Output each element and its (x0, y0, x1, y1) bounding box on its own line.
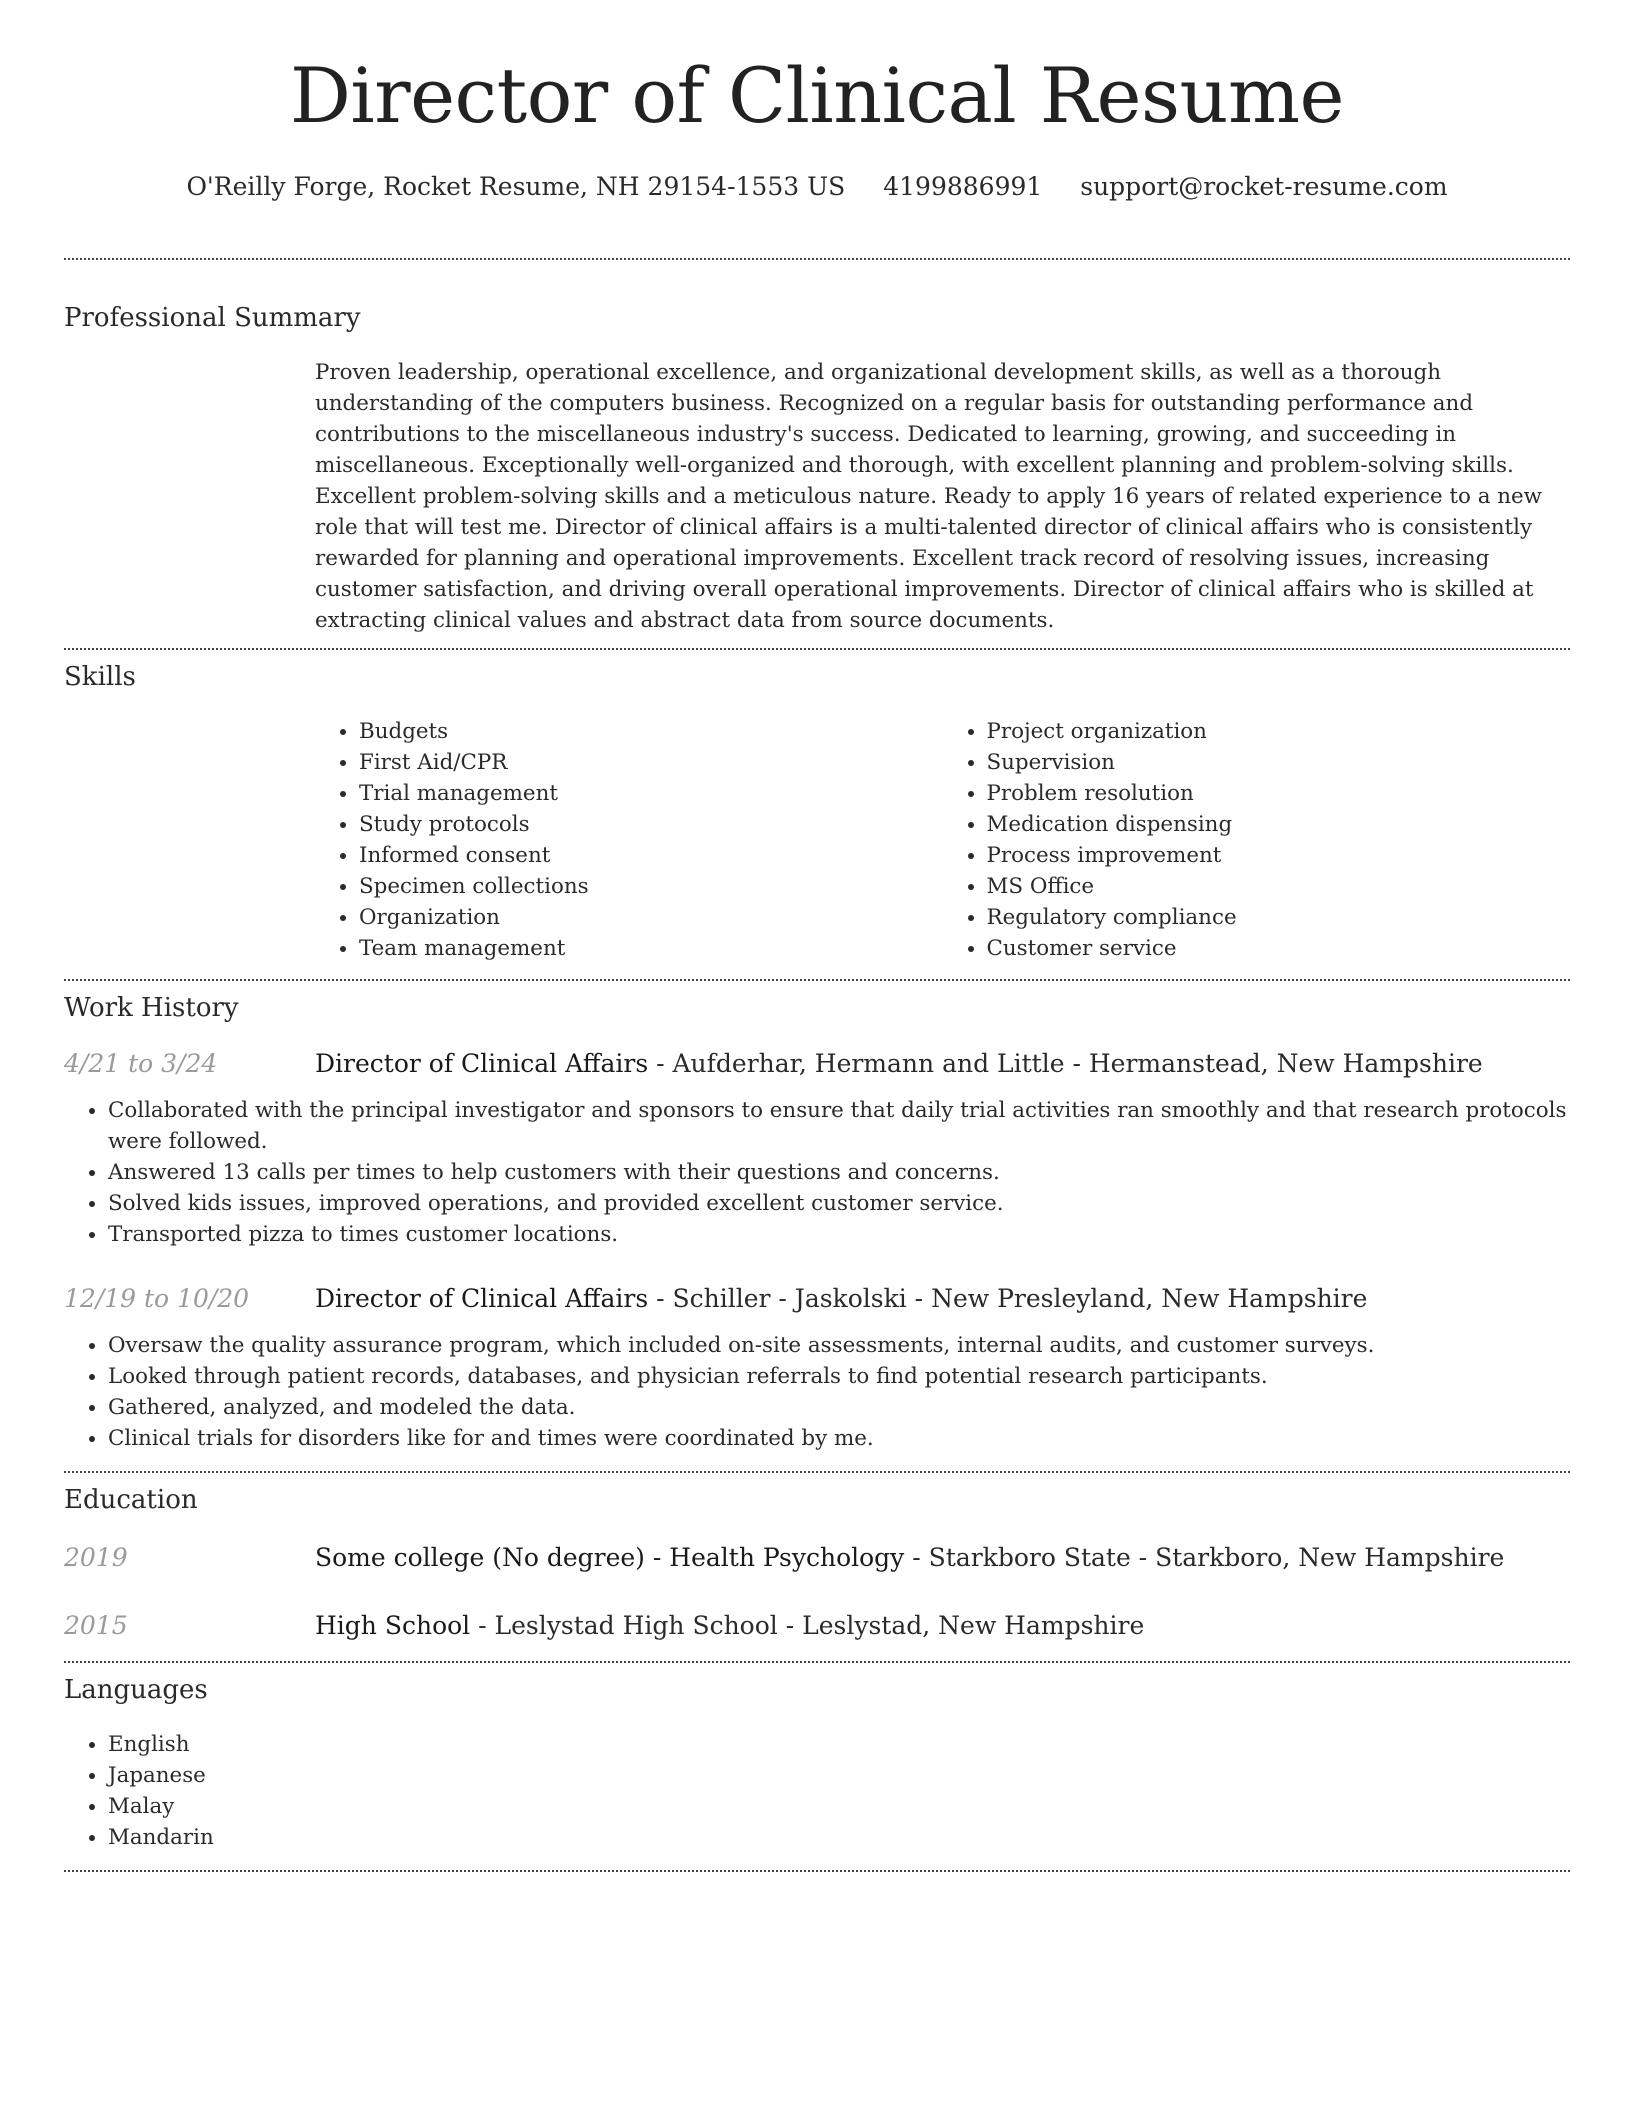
job-company: Schiller - Jaskolski (672, 1284, 907, 1313)
section-heading-education: Education (64, 1485, 198, 1515)
education-school: Starkboro State - Starkboro, New Hampshire (928, 1543, 1505, 1572)
job-bullet: • Gathered, analyzed, and modeled the data. (108, 1392, 1570, 1423)
divider (64, 1661, 1570, 1663)
job-bullet: • Looked through patient records, databases, and physician referrals to find potential research participants. (108, 1361, 1570, 1392)
language-item: • Mandarin (108, 1822, 1570, 1853)
skills-grid (315, 716, 1570, 964)
job-entry (64, 1283, 1570, 1454)
divider (64, 258, 1570, 260)
education-entry (64, 1542, 1570, 1574)
job-header (64, 1283, 1570, 1315)
job-company: Aufderhar, Hermann and Little (672, 1049, 1065, 1078)
job-title-line: Director of Clinical Affairs - Schiller - Jaskolski - New Presleyland, New Hampshire (315, 1284, 1368, 1313)
education-year: 2019 (64, 1543, 128, 1572)
job-bullet: • Oversaw the quality assurance program, which included on-site assessments, internal audits, and customer surveys. (108, 1330, 1570, 1361)
job-bullet: • Collaborated with the principal investigator and sponsors to ensure that daily trial activities ran smoothly and that research protocols were followed. (108, 1095, 1570, 1157)
divider (64, 648, 1570, 650)
resume-title: Director of Clinical Resume (290, 51, 1344, 140)
job-location: New Presleyland, New Hampshire (931, 1284, 1368, 1313)
language-item: • Malay (108, 1791, 1570, 1822)
skill-item: • Customer service (987, 933, 1571, 964)
job-dates: 12/19 to 10/20 (64, 1284, 250, 1313)
job-header (64, 1048, 1570, 1080)
language-item: • English (108, 1729, 1570, 1760)
contact-address: O'Reilly Forge, Rocket Resume, NH 29154-1553 US (186, 172, 846, 201)
summary-body (315, 357, 1570, 636)
skill-item: • Budgets (359, 716, 943, 747)
job-bullet: • Solved kids issues, improved operations, and provided excellent customer service. (108, 1188, 1570, 1219)
education-line: High School - Leslystad High School - Leslystad, New Hampshire (315, 1611, 1145, 1640)
skills-list-left (315, 716, 943, 964)
section-heading-skills: Skills (64, 662, 136, 692)
job-bullet: • Clinical trials for disorders like for and times were coordinated by me. (108, 1423, 1570, 1454)
skill-item: • Problem resolution (987, 778, 1571, 809)
skill-item: • Organization (359, 902, 943, 933)
resume-page (64, 0, 1570, 1872)
languages-list (64, 1729, 1570, 1853)
job-title: Director of Clinical Affairs (315, 1049, 649, 1078)
contact-email: support@rocket-resume.com (1080, 172, 1448, 201)
skill-item: • Team management (359, 933, 943, 964)
education-degree: High School (315, 1611, 471, 1640)
job-bullets (64, 1330, 1570, 1454)
skill-item: • Informed consent (359, 840, 943, 871)
job-bullet: • Answered 13 calls per times to help customers with their questions and concerns. (108, 1157, 1570, 1188)
skill-item: • Trial management (359, 778, 943, 809)
skill-item: • Medication dispensing (987, 809, 1571, 840)
job-dates: 4/21 to 3/24 (64, 1049, 218, 1078)
skill-item: • Study protocols (359, 809, 943, 840)
skill-item: • Supervision (987, 747, 1571, 778)
job-entry (64, 1048, 1570, 1250)
skill-item: • Regulatory compliance (987, 902, 1571, 933)
language-item: • Japanese (108, 1760, 1570, 1791)
job-title-line: Director of Clinical Affairs - Aufderhar, Hermann and Little - Hermanstead, New Hampshire (315, 1049, 1483, 1078)
contact-line (64, 172, 1570, 202)
skills-list-right (943, 716, 1571, 964)
skill-item: • First Aid/CPR (359, 747, 943, 778)
job-bullet: • Transported pizza to times customer locations. (108, 1219, 1570, 1250)
skill-item: • Project organization (987, 716, 1571, 747)
job-title: Director of Clinical Affairs (315, 1284, 649, 1313)
education-school: Leslystad High School - Leslystad, New Hampshire (494, 1611, 1145, 1640)
skill-item: • Process improvement (987, 840, 1571, 871)
contact-phone: 4199886991 (883, 172, 1043, 201)
education-year: 2015 (64, 1611, 128, 1640)
job-bullets (64, 1095, 1570, 1250)
divider (64, 1471, 1570, 1473)
skill-item: • MS Office (987, 871, 1571, 902)
section-heading-summary: Professional Summary (64, 303, 361, 333)
education-entry (64, 1610, 1570, 1642)
job-location: Hermanstead, New Hampshire (1088, 1049, 1483, 1078)
education-degree: Some college (No degree) - Health Psychology (315, 1543, 905, 1572)
section-heading-work: Work History (64, 993, 239, 1023)
section-heading-languages: Languages (64, 1675, 208, 1705)
skill-item: • Specimen collections (359, 871, 943, 902)
divider (64, 1870, 1570, 1872)
divider (64, 979, 1570, 981)
summary-text: Proven leadership, operational excellence, and organizational development skills, as well as a thorough understanding of the computers business. Recognized on a regular basis for outstanding performance and contributions to the miscellaneous industry's success. Dedicated to learning, growing, and succeeding in miscellaneous. Exceptionally well-organized and thorough, with excellent planning and problem-solving skills. Excellent problem-solving skills and a meticulous nature. Ready to apply 16 years of related experience to a new role that will test me. Director of clinical affairs is a multi-talented director of clinical affairs who is consistently rewarded for planning and operational improvements. Excellent track record of resolving issues, increasing customer satisfaction, and driving overall operational improvements. Director of clinical affairs who is skilled at extracting clinical values and abstract data from source documents. (315, 360, 1542, 633)
education-line: Some college (No degree) - Health Psychology - Starkboro State - Starkboro, New Hampshire (315, 1543, 1505, 1572)
